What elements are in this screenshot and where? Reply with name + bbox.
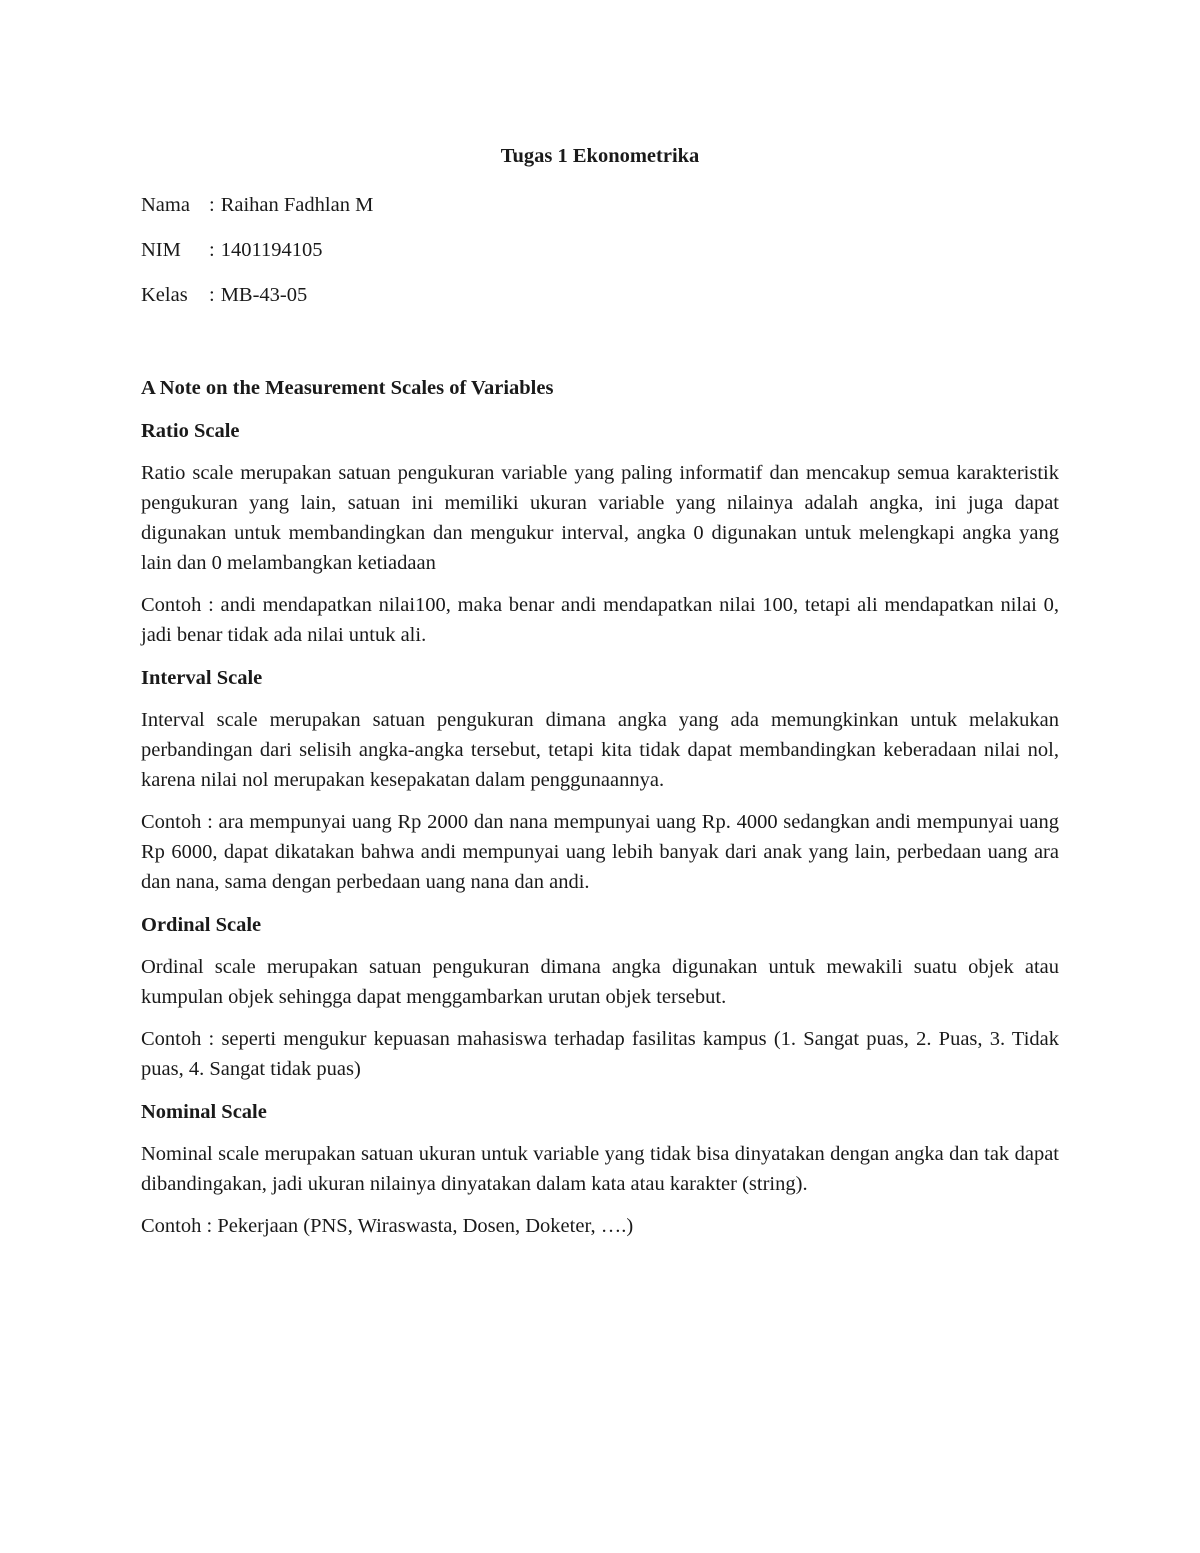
info-row-kelas xyxy=(141,280,1059,310)
section-definition: Ordinal scale merupakan satuan pengukuran dimana angka digunakan untuk mewakili suatu objek atau kumpulan objek sehingga dapat menggambarkan urutan objek tersebut. xyxy=(141,956,1059,1008)
section-definition: Ratio scale merupakan satuan pengukuran variable yang paling informatif dan mencakup semua karakteristik pengukuran yang lain, satuan ini memiliki ukuran variable yang nilainya adalah angka, ini juga dapat digunakan untuk membandingkan dan mengukur interval, angka 0 digunakan untuk melengkapi angka yang lain dan 0 melambangkan ketiadaan xyxy=(141,462,1059,574)
section-definition: Interval scale merupakan satuan pengukuran dimana angka yang ada memungkinkan untuk melakukan perbandingan dari selisih angka-angka tersebut, tetapi kita tidak dapat membandingkan keberadaan nilai nol, karena nilai nol merupakan kesepakatan dalam penggunaannya. xyxy=(141,709,1059,791)
info-row-nama xyxy=(141,190,1059,220)
document-content xyxy=(141,138,1059,1253)
info-label: NIM xyxy=(141,239,181,261)
section-ordinal-scale xyxy=(141,909,1059,1084)
section-definition: Nominal scale merupakan satuan ukuran untuk variable yang tidak bisa dinyatakan dengan angka dan tak dapat dibandingakan, jadi ukuran nilainya dinyatakan dalam kata atau karakter (string). xyxy=(141,1143,1059,1195)
info-value-nim: 1401194105 xyxy=(220,239,323,261)
info-separator: : xyxy=(209,284,215,306)
info-value-nama: Raihan Fadhlan M xyxy=(220,194,374,216)
section-nominal-scale xyxy=(141,1096,1059,1241)
main-heading: A Note on the Measurement Scales of Variables xyxy=(141,377,554,399)
section-heading: Interval Scale xyxy=(141,667,263,689)
section-ratio-scale xyxy=(141,415,1059,650)
section-heading: Ratio Scale xyxy=(141,420,240,442)
info-label: Nama xyxy=(141,194,190,216)
info-row-nim xyxy=(141,235,1059,265)
section-example: Contoh : Pekerjaan (PNS, Wiraswasta, Dosen, Doketer, ….) xyxy=(141,1215,634,1237)
section-example: Contoh : seperti mengukur kepuasan mahasiswa terhadap fasilitas kampus (1. Sangat puas, 2. Puas, 3. Tidak puas, 4. Sangat tidak puas) xyxy=(141,1028,1059,1080)
section-heading: Nominal Scale xyxy=(141,1101,267,1123)
info-separator: : xyxy=(209,194,215,216)
info-value-kelas: MB-43-05 xyxy=(220,284,308,306)
section-interval-scale xyxy=(141,662,1059,897)
section-heading: Ordinal Scale xyxy=(141,914,262,936)
section-example: Contoh : andi mendapatkan nilai100, maka benar andi mendapatkan nilai 100, tetapi ali mendapatkan nilai 0, jadi benar tidak ada nilai untuk ali. xyxy=(141,594,1059,646)
section-example: Contoh : ara mempunyai uang Rp 2000 dan nana mempunyai uang Rp. 4000 sedangkan andi mempunyai uang Rp 6000, dapat dikatakan bahwa andi mempunyai uang lebih banyak dari anak yang lain, perbedaan uang ara dan nana, sama dengan perbedaan uang nana dan andi. xyxy=(141,811,1059,893)
document-title: Tugas 1 Ekonometrika xyxy=(500,145,700,167)
info-separator: : xyxy=(209,239,215,261)
info-label: Kelas xyxy=(141,284,188,306)
